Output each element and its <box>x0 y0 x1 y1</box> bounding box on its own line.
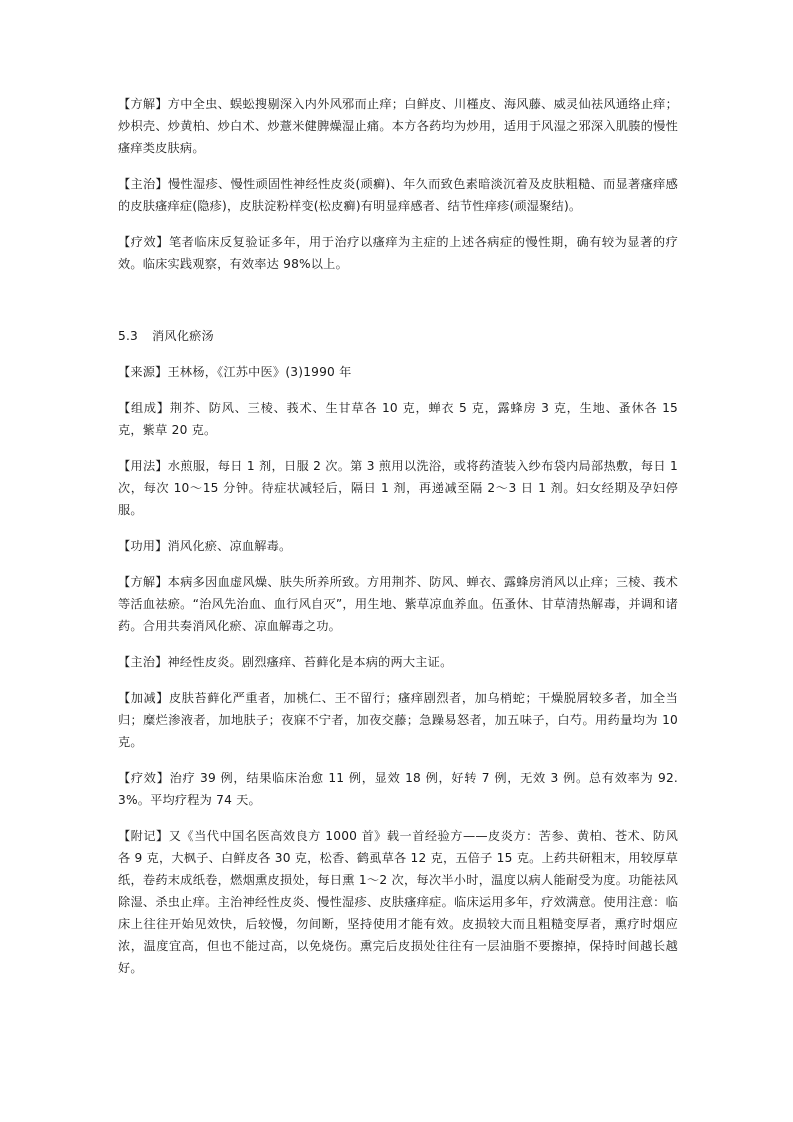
paragraph-zucheng: 【组成】荆芥、防风、三棱、莪术、生甘草各 10 克，蝉衣 5 克，露蜂房 3 克，生地、蚤休各 15 克，紫草 20 克。 <box>118 401 678 437</box>
paragraph-jiajian: 【加减】皮肤苔藓化严重者，加桃仁、王不留行；瘙痒剧烈者，加乌梢蛇；干燥脱屑较多者，加全当归；糜烂渗液者，加地肤子；夜寐不宁者，加夜交藤；急躁易怒者，加五味子，白芍。用药量均为 10 克。 <box>118 691 678 749</box>
section-heading <box>118 325 678 347</box>
document-page <box>118 93 678 979</box>
paragraph-fangjie-1: 【方解】方中全虫、蜈蚣搜剔深入内外风邪而止痒；白鲜皮、川槿皮、海风藤、威灵仙祛风通络止痒；炒枳壳、炒黄柏、炒白术、炒薏米健脾燥湿止痛。本方各药均为炒用，适用于风湿之邪深入肌腠的慢性瘙痒类皮肤病。 <box>118 97 678 155</box>
paragraph-fangjie-2: 【方解】本病多因血虚风燥、肤失所养所致。方用荆芥、防风、蝉衣、露蜂房消风以止痒；三棱、莪术等活血祛瘀。“治风先治血、血行风自灭”，用生地、紫草凉血养血。伍蚤休、甘草清热解毒，并调和诸药。合用共奏消风化瘀、凉血解毒之功。 <box>118 575 678 633</box>
paragraph-yongfa: 【用法】水煎服，每日 1 剂，日服 2 次。第 3 煎用以洗浴，或将药渣装入纱布袋内局部热敷，每日 1 次，每次 10～15 分钟。待症状减轻后，隔日 1 剂，再递减至隔 2～3 日 1 剂。妇女经期及孕妇停服。 <box>118 459 678 517</box>
paragraph-liaoxiao-1: 【疗效】笔者临床反复验证多年，用于治疗以瘙痒为主症的上述各病症的慢性期，确有较为显著的疗效。临床实践观察，有效率达 98%以上。 <box>118 235 678 271</box>
paragraph-zhuzhi-2: 【主治】神经性皮炎。剧烈瘙痒、苔藓化是本病的两大主证。 <box>118 655 453 669</box>
section-title: 消风化瘀汤 <box>151 329 214 343</box>
paragraph-gongyong: 【功用】消风化瘀、凉血解毒。 <box>118 539 292 553</box>
paragraph-zhuzhi-1: 【主治】慢性湿疹、慢性顽固性神经性皮炎(顽癣)、年久而致色素暗淡沉着及皮肤粗糙、而显著瘙痒感的皮肤瘙痒症(隐疹)，皮肤淀粉样变(松皮癣)有明显痒感者、结节性痒疹(顽湿聚结)。 <box>118 177 678 213</box>
paragraph-fuji: 【附记】又《当代中国名医高效良方 1000 首》载一首经验方——皮炎方：苦参、黄柏、苍术、防风各 9 克，大枫子、白鲜皮各 30 克，松香、鹤虱草各 12 克，五倍子 15 克。上药共研粗末，用较厚草纸，卷药末成纸卷，燃烟熏皮损处，每日熏 1～2 次，每次半小时，温度以病人能耐受为度。功能祛风除湿、杀虫止痒。主治神经性皮炎、慢性湿疹、皮肤瘙痒症。临床运用多年，疗效满意。使用注意：临床上往往开始见效快，后较慢，勿间断，坚持使用才能有效。皮损较大而且粗糙变厚者，熏疗时烟应浓，温度宜高，但也不能过高，以免烧伤。熏完后皮损处往往有一层油脂不要擦掉，保持时间越长越好。 <box>118 829 678 975</box>
paragraph-liaoxiao-2: 【疗效】治疗 39 例，结果临床治愈 11 例，显效 18 例，好转 7 例，无效 3 例。总有效率为 92.3%。平均疗程为 74 天。 <box>118 771 678 807</box>
paragraph-laiyuan: 【来源】王林杨，《江苏中医》(3)1990 年 <box>118 365 352 379</box>
section-number: 5.3 <box>118 329 138 343</box>
